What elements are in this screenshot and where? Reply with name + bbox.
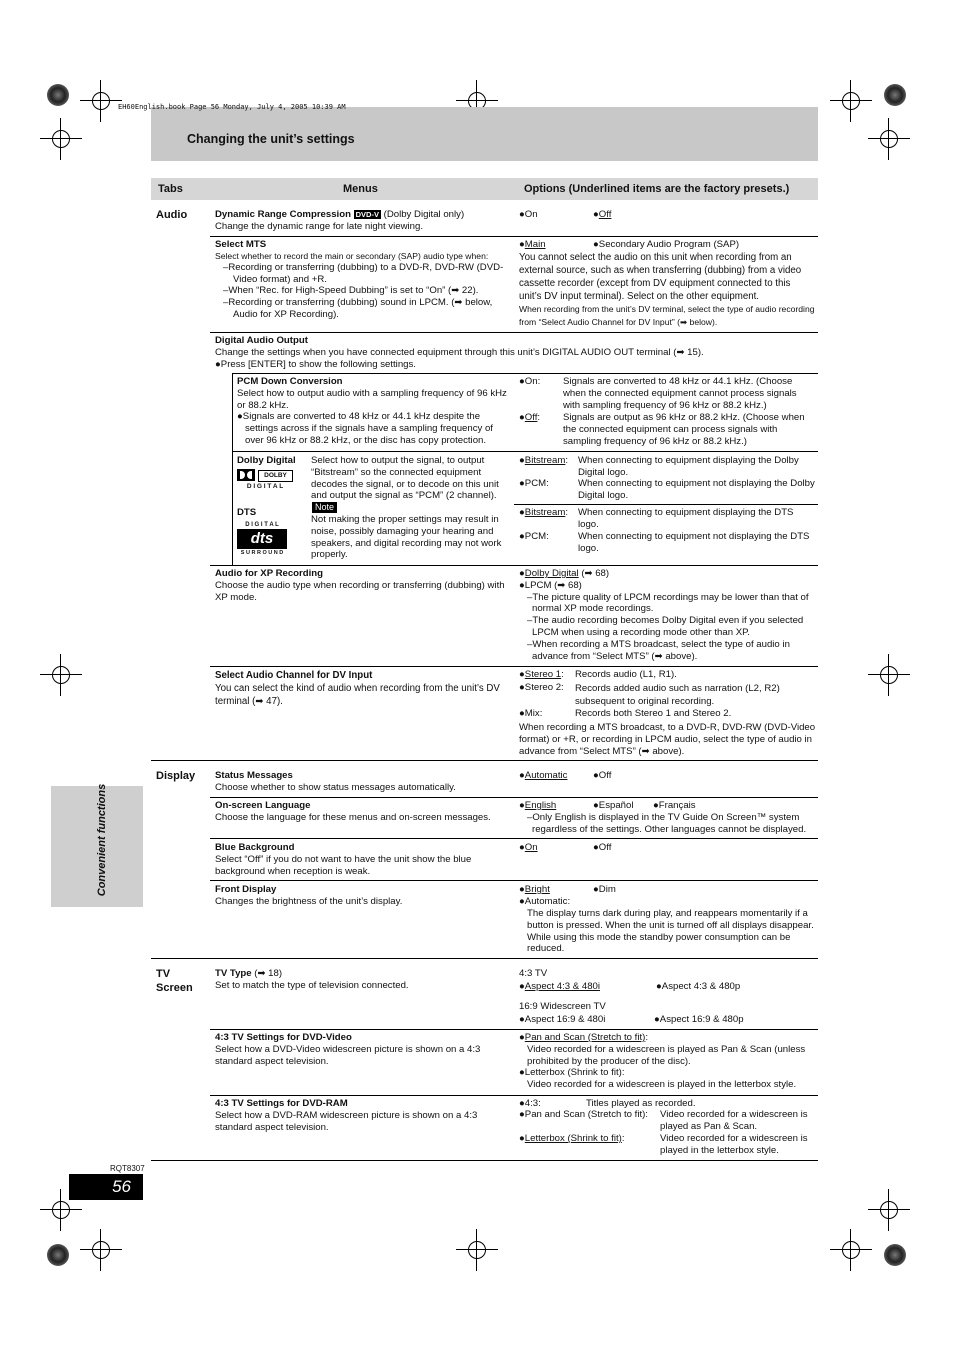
dolby-wordmark: DOLBY xyxy=(258,470,293,482)
dolby-logo xyxy=(237,469,293,491)
dolby-pcm-label: ●PCM: xyxy=(519,478,549,489)
drc-option-off: ●Off xyxy=(593,209,612,220)
row-divider xyxy=(232,373,818,374)
tab-display: Display xyxy=(156,770,196,782)
bb-option-off: ●Off xyxy=(593,842,612,853)
mts-option-main: ●Main xyxy=(519,239,546,250)
section-title: Changing the unit’s settings xyxy=(187,132,355,146)
row-divider xyxy=(232,451,818,452)
crosshair-mark xyxy=(876,662,902,688)
fd-option-dim: ●Dim xyxy=(593,884,616,895)
dvdram-option-letterbox: ●Letterbox (Shrink to fit): xyxy=(519,1133,625,1144)
xp-title: Audio for XP Recording xyxy=(215,568,324,579)
osl-option-english: ●English xyxy=(519,800,557,811)
dao-title: Digital Audio Output xyxy=(215,335,308,346)
pcm-off-label: ●Off: xyxy=(519,412,541,423)
pcm-on-label: ●On: xyxy=(519,376,541,387)
fd-title: Front Display xyxy=(215,884,277,895)
drc-row xyxy=(215,209,510,233)
xp-note-3: –When recording a MTS broadcast, select the type of audio in advance from “Select MTS” (➡ above). xyxy=(527,638,790,662)
drc-note: (Dolby Digital only) xyxy=(380,209,465,220)
xp-row xyxy=(215,568,510,603)
row-divider xyxy=(210,565,818,566)
dolby-title: Dolby Digital xyxy=(237,455,296,466)
crosshair-mark xyxy=(838,88,864,114)
header-tabs: Tabs xyxy=(158,183,183,195)
osl-desc: Choose the language for these menus and on-screen messages. xyxy=(215,811,491,823)
mts-case-1: –Recording or transferring (dubbing) to a DVD-R, DVD-RW (DVD-Video format) and +R. xyxy=(223,261,504,285)
mts-option-sap: ●Secondary Audio Program (SAP) xyxy=(593,239,740,250)
bb-title: Blue Background xyxy=(215,842,295,853)
dv-stereo2-label: ●Stereo 2: xyxy=(519,682,564,693)
mts-case-3: –Recording or transferring (dubbing) sound in LPCM. (➡ below, Audio for XP Recording). xyxy=(223,297,493,320)
dvdv-option-pan-desc: Video recorded for a widescreen is played as Pan & Scan (unless prohibited by the producer of the disc). xyxy=(527,1043,806,1067)
row-divider xyxy=(210,332,818,333)
crosshair-mark xyxy=(464,1237,490,1263)
dts-bitstream-label: ●Bitstream: xyxy=(519,507,568,518)
xp-options xyxy=(519,568,815,662)
file-info: EH60English.book Page 56 Monday, July 4, 2005 10:39 AM xyxy=(118,103,346,111)
dts-logo-main: dts xyxy=(237,529,287,549)
registration-circle-mark xyxy=(884,1244,906,1266)
dts-logo-top: D I G I T A L xyxy=(245,522,279,528)
dv-info: When recording a MTS broadcast, to a DVD-R, DVD-RW (DVD-Video format) or +R, or recording in LPCM audio, select the type of audio in advance from “Select MTS” (➡ above). xyxy=(519,722,816,757)
pcm-title: PCM Down Conversion xyxy=(237,376,343,387)
osl-note: –Only English is displayed in the TV Guide On Screen™ system regardless of the settings. Other languages cannot be displayed. xyxy=(527,812,807,835)
dao-press: ●Press [ENTER] to show the following settings. xyxy=(215,358,416,370)
tvtype-ref: (➡ 18) xyxy=(251,968,283,979)
dvdram-option-43-desc: Titles played as recorded. xyxy=(586,1098,696,1109)
tvtype-title: TV Type xyxy=(215,968,252,979)
row-divider xyxy=(210,838,818,839)
registration-circle-mark xyxy=(884,84,906,106)
xp-desc: Choose the audio type when recording or transferring (dubbing) with XP mode. xyxy=(215,579,505,603)
crosshair-mark xyxy=(88,1237,114,1263)
dvdram-row xyxy=(215,1098,510,1133)
registration-circle-mark xyxy=(47,84,69,106)
drc-option-on: ●On xyxy=(519,209,538,220)
tvtype-aspect169-480i: ●Aspect 16:9 & 480i xyxy=(519,1014,606,1025)
dvdram-option-pan-desc: Video recorded for a widescreen is played as Pan & Scan. xyxy=(660,1109,808,1132)
pcm-on-desc: Signals are converted to 48 kHz or 44.1 kHz. (Choose when the connected equipment cannot process signals with sampling frequency of 96 kHz or 88.2 kHz.) xyxy=(563,376,797,411)
dts-logo xyxy=(237,521,287,559)
dvdram-option-43: ●4:3: xyxy=(519,1098,541,1109)
page-number: 56 xyxy=(112,1177,131,1196)
col-divider xyxy=(232,373,233,565)
dts-bitstream-desc: When connecting to equipment displaying the DTS logo. xyxy=(578,507,794,530)
bb-row xyxy=(215,842,510,877)
xp-option-dolby: ●Dolby Digital (➡ 68) xyxy=(519,568,610,579)
dolby-dd-icon xyxy=(237,469,255,481)
osl-option-francais: ●Français xyxy=(653,800,696,811)
header-menus: Menus xyxy=(343,183,378,195)
pcm-off-desc: Signals are output as 96 kHz or 88.2 kHz. (Choose when the connected equipment can process signals with sampling frequency of 96 kHz or 88.2 kHz.) xyxy=(563,412,805,447)
crosshair-mark xyxy=(48,1197,74,1223)
tab-screen: Screen xyxy=(156,982,193,994)
mts-title: Select MTS xyxy=(215,239,267,250)
header-options: Options (Underlined items are the factory presets.) xyxy=(524,183,790,195)
crosshair-mark xyxy=(876,1197,902,1223)
crosshair-mark xyxy=(48,126,74,152)
status-title: Status Messages xyxy=(215,770,293,781)
dv-stereo1-desc: Records audio (L1, R1). xyxy=(575,669,677,680)
dolby-bitstream-desc: When connecting to equipment displaying the Dolby Digital logo. xyxy=(578,455,799,478)
bb-desc: Select “Off” if you do not want to have the unit show the blue background when reception is weak. xyxy=(215,853,472,877)
tvtype-group-169: 16:9 Widescreen TV xyxy=(519,1001,606,1012)
drc-title: Dynamic Range Compression xyxy=(215,209,351,220)
osl-row xyxy=(215,800,510,824)
status-option-off: ●Off xyxy=(593,770,612,781)
dv-mix-label: ●Mix: xyxy=(519,708,543,719)
dvdram-option-pan: ●Pan and Scan (Stretch to fit): xyxy=(519,1109,648,1120)
row-divider xyxy=(210,666,818,667)
doc-code: RQT8307 xyxy=(110,1164,145,1173)
xp-note-1: –The picture quality of LPCM recordings may be lower than that of normal XP mode recordings. xyxy=(527,591,809,615)
tvtype-aspect43-480p: ●Aspect 4:3 & 480p xyxy=(656,981,741,992)
mts-case-2: –When “Rec. for High-Speed Dubbing” is set to “On” (➡ 22). xyxy=(223,285,479,297)
drc-desc: Change the dynamic range for late night viewing. xyxy=(215,220,423,232)
status-row xyxy=(215,770,510,794)
dvdram-option-letterbox-desc: Video recorded for a widescreen is played in the letterbox style. xyxy=(660,1133,808,1156)
dv-desc: You can select the kind of audio when recording from the unit’s DV terminal (➡ 47). xyxy=(215,683,500,707)
fd-auto-desc: The display turns dark during play, and reappears momentarily if a button is pressed. When the unit is turned off all displays disappear. While using this mode the standby power consumption can be reduced. xyxy=(527,908,814,955)
osl-option-espanol: ●Español xyxy=(593,800,634,811)
crosshair-mark xyxy=(838,1237,864,1263)
section-divider xyxy=(151,760,818,761)
section-divider xyxy=(151,958,818,959)
dolby-bitstream-label: ●Bitstream: xyxy=(519,455,568,466)
fd-row xyxy=(215,884,510,908)
dvdv-option-letterbox-desc: Video recorded for a widescreen is played in the letterbox style. xyxy=(527,1079,797,1091)
mts-info: You cannot select the audio on this unit when recording from an external source, such as when transferring (dubbing) from a video cassette recorder (except from DV equipment connected to this unit’s DV input terminal). Select on the other equipment. When recording from the unit’s DV terminal, select the type of audio recording from “Select Audio Channel for DV Input” (➡ below). xyxy=(519,252,815,327)
registration-circle-mark xyxy=(47,1244,69,1266)
tvtype-row xyxy=(215,968,510,992)
dolby-desc: Select how to output the signal, to output “Bitstream” so the connected equipment decodes the signal, or to decode on this unit and output the signal as “PCM” (2 channel). xyxy=(311,455,499,502)
tab-audio: Audio xyxy=(156,209,188,221)
dvdv-row xyxy=(215,1032,510,1067)
row-divider xyxy=(210,1095,818,1096)
dolby-note: Not making the proper settings may result in noise, possibly damaging your hearing and speakers, and digital recording may not work properly. xyxy=(311,514,502,561)
row-divider xyxy=(210,236,818,237)
crosshair-mark xyxy=(48,662,74,688)
row-divider xyxy=(210,880,818,881)
dts-pcm-label: ●PCM: xyxy=(519,531,549,542)
fd-option-bright: ●Bright xyxy=(519,884,550,895)
tvtype-desc: Set to match the type of television connected. xyxy=(215,979,409,991)
pcm-desc: Select how to output audio with a sampling frequency of 96 kHz or 88.2 kHz. xyxy=(237,387,507,411)
mts-row xyxy=(215,239,510,321)
mts-desc: Select whether to record the main or secondary (SAP) audio type when: xyxy=(215,250,489,261)
fd-desc: Changes the brightness of the unit’s display. xyxy=(215,895,403,907)
dvdram-title: 4:3 TV Settings for DVD-RAM xyxy=(215,1098,348,1109)
row-divider xyxy=(514,504,818,505)
dv-row xyxy=(215,669,510,708)
crosshair-mark xyxy=(876,126,902,152)
dvdv-desc: Select how a DVD-Video widescreen picture is shown on a 4:3 standard aspect television. xyxy=(215,1043,481,1067)
note-badge: Note xyxy=(312,502,337,513)
dv-title: Select Audio Channel for DV Input xyxy=(215,670,373,681)
tvtype-group-43: 4:3 TV xyxy=(519,968,548,979)
crosshair-mark xyxy=(88,88,114,114)
xp-option-lpcm: ●LPCM (➡ 68) xyxy=(519,579,582,591)
tab-tv: TV xyxy=(156,968,171,980)
dao-row xyxy=(215,335,815,370)
dao-desc: Change the settings when you have connected equipment through this unit’s DIGITAL AUDIO OUT terminal (➡ 15). xyxy=(215,346,704,358)
dolby-pcm-desc: When connecting to equipment not displaying the Dolby Digital logo. xyxy=(578,478,815,501)
row-divider xyxy=(210,1029,818,1030)
fd-option-auto: ●Automatic: xyxy=(519,896,571,907)
bb-option-on: ●On xyxy=(519,842,538,853)
pcm-row xyxy=(237,376,509,447)
pcm-bullet: ●Signals are converted to 48 kHz or 44.1 kHz despite the settings across if the signals have a sampling frequency of over 96 kHz or 88.2 kHz, or the disc has copy protection. xyxy=(237,411,493,446)
dvdv-title: 4:3 TV Settings for DVD-Video xyxy=(215,1032,352,1043)
dts-title: DTS xyxy=(237,507,257,518)
dv-stereo2-desc: Records added audio such as narration (L2, R2) subsequent to original recording. xyxy=(575,683,780,707)
dolby-subtext: D I G I T A L xyxy=(246,483,284,490)
dvdv-options xyxy=(519,1032,817,1091)
dv-mix-desc: Records both Stereo 1 and Stereo 2. xyxy=(575,708,732,719)
dvd-v-badge: DVD-V xyxy=(355,210,379,219)
dvdv-option-pan: ●Pan and Scan (Stretch to fit): xyxy=(519,1032,648,1043)
dvdv-option-letterbox: ●Letterbox (Shrink to fit): xyxy=(519,1067,625,1079)
osl-title: On-screen Language xyxy=(215,800,311,811)
xp-note-2: –The audio recording becomes Dolby Digital even if you selected LPCM when using a recording mode other than XP. xyxy=(527,615,804,638)
dts-logo-bottom: S U R R O U N D xyxy=(240,550,284,556)
dv-stereo1-label: ●Stereo 1: xyxy=(519,669,564,680)
tvtype-aspect43-480i: ●Aspect 4:3 & 480i xyxy=(519,981,600,992)
row-divider xyxy=(210,797,818,798)
dts-pcm-desc: When connecting to equipment not displaying the DTS logo. xyxy=(578,531,810,554)
tvtype-aspect169-480p: ●Aspect 16:9 & 480p xyxy=(654,1014,744,1025)
status-option-auto: ●Automatic xyxy=(519,770,568,781)
table-bottom xyxy=(151,1160,818,1161)
dvdram-desc: Select how a DVD-RAM widescreen picture is shown on a 4:3 standard aspect television. xyxy=(215,1109,478,1133)
page-number-box xyxy=(69,1174,143,1200)
status-desc: Choose whether to show status messages automatically. xyxy=(215,781,456,793)
